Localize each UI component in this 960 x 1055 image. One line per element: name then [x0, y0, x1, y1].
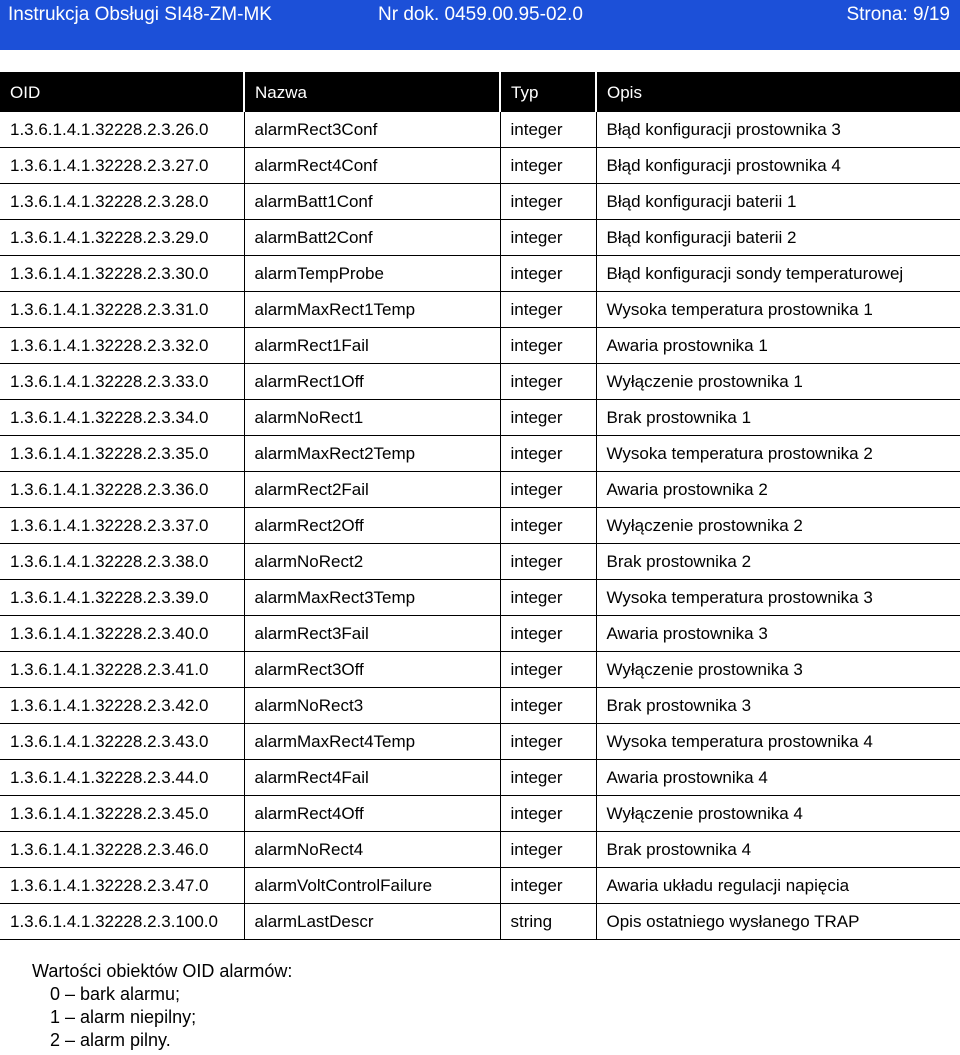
cell-oid: 1.3.6.1.4.1.32228.2.3.43.0 — [0, 724, 244, 760]
cell-oid: 1.3.6.1.4.1.32228.2.3.100.0 — [0, 904, 244, 940]
cell-nazwa: alarmMaxRect3Temp — [244, 580, 500, 616]
cell-typ: integer — [500, 616, 596, 652]
cell-opis: Błąd konfiguracji prostownika 3 — [596, 112, 960, 148]
table-row — [0, 472, 960, 508]
table-row — [0, 544, 960, 580]
cell-opis: Awaria prostownika 1 — [596, 328, 960, 364]
column-header-nazwa: Nazwa — [244, 73, 500, 112]
table-row — [0, 724, 960, 760]
table-row — [0, 328, 960, 364]
table-row — [0, 220, 960, 256]
cell-oid: 1.3.6.1.4.1.32228.2.3.41.0 — [0, 652, 244, 688]
column-header-opis: Opis — [596, 73, 960, 112]
document-title: Instrukcja Obsługi SI48-ZM-MK — [8, 4, 272, 25]
cell-typ: integer — [500, 112, 596, 148]
cell-opis: Brak prostownika 4 — [596, 832, 960, 868]
cell-typ: integer — [500, 472, 596, 508]
cell-oid: 1.3.6.1.4.1.32228.2.3.40.0 — [0, 616, 244, 652]
cell-typ: integer — [500, 364, 596, 400]
table-row — [0, 148, 960, 184]
table-row — [0, 796, 960, 832]
cell-oid: 1.3.6.1.4.1.32228.2.3.36.0 — [0, 472, 244, 508]
cell-oid: 1.3.6.1.4.1.32228.2.3.45.0 — [0, 796, 244, 832]
note-item: 1 – alarm niepilny; — [50, 1007, 197, 1027]
cell-opis: Wysoka temperatura prostownika 1 — [596, 292, 960, 328]
table-row — [0, 580, 960, 616]
table-row — [0, 436, 960, 472]
cell-nazwa: alarmRect1Off — [244, 364, 500, 400]
cell-opis: Wysoka temperatura prostownika 3 — [596, 580, 960, 616]
cell-typ: integer — [500, 256, 596, 292]
alarm-values-note — [32, 960, 292, 1052]
cell-opis: Błąd konfiguracji baterii 2 — [596, 220, 960, 256]
cell-opis: Wyłączenie prostownika 2 — [596, 508, 960, 544]
document-number: Nr dok. 0459.00.95-02.0 — [378, 4, 583, 25]
table-row — [0, 112, 960, 148]
table-body — [0, 112, 960, 940]
cell-oid: 1.3.6.1.4.1.32228.2.3.42.0 — [0, 688, 244, 724]
cell-opis: Awaria prostownika 4 — [596, 760, 960, 796]
cell-opis: Wysoka temperatura prostownika 2 — [596, 436, 960, 472]
cell-oid: 1.3.6.1.4.1.32228.2.3.38.0 — [0, 544, 244, 580]
cell-typ: integer — [500, 220, 596, 256]
cell-nazwa: alarmTempProbe — [244, 256, 500, 292]
cell-opis: Awaria układu regulacji napięcia — [596, 868, 960, 904]
cell-typ: integer — [500, 724, 596, 760]
oid-table — [0, 72, 960, 940]
table-row — [0, 616, 960, 652]
column-header-oid: OID — [0, 73, 244, 112]
cell-oid: 1.3.6.1.4.1.32228.2.3.30.0 — [0, 256, 244, 292]
cell-opis: Wyłączenie prostownika 4 — [596, 796, 960, 832]
note-item: 2 – alarm pilny. — [50, 1030, 171, 1050]
cell-typ: integer — [500, 436, 596, 472]
cell-nazwa: alarmRect2Fail — [244, 472, 500, 508]
cell-opis: Brak prostownika 2 — [596, 544, 960, 580]
cell-oid: 1.3.6.1.4.1.32228.2.3.26.0 — [0, 112, 244, 148]
table-row — [0, 184, 960, 220]
cell-opis: Błąd konfiguracji prostownika 4 — [596, 148, 960, 184]
cell-oid: 1.3.6.1.4.1.32228.2.3.39.0 — [0, 580, 244, 616]
column-header-typ: Typ — [500, 73, 596, 112]
cell-typ: integer — [500, 652, 596, 688]
cell-oid: 1.3.6.1.4.1.32228.2.3.29.0 — [0, 220, 244, 256]
cell-nazwa: alarmBatt2Conf — [244, 220, 500, 256]
cell-typ: integer — [500, 760, 596, 796]
cell-typ: integer — [500, 868, 596, 904]
cell-opis: Awaria prostownika 2 — [596, 472, 960, 508]
cell-typ: integer — [500, 580, 596, 616]
cell-typ: integer — [500, 328, 596, 364]
cell-oid: 1.3.6.1.4.1.32228.2.3.28.0 — [0, 184, 244, 220]
cell-typ: integer — [500, 292, 596, 328]
cell-opis: Wysoka temperatura prostownika 4 — [596, 724, 960, 760]
cell-opis: Opis ostatniego wysłanego TRAP — [596, 904, 960, 940]
cell-nazwa: alarmMaxRect2Temp — [244, 436, 500, 472]
cell-oid: 1.3.6.1.4.1.32228.2.3.35.0 — [0, 436, 244, 472]
cell-typ: string — [500, 904, 596, 940]
table-row — [0, 760, 960, 796]
table-header-row — [0, 73, 960, 112]
table-row — [0, 400, 960, 436]
cell-typ: integer — [500, 148, 596, 184]
cell-typ: integer — [500, 400, 596, 436]
cell-nazwa: alarmMaxRect1Temp — [244, 292, 500, 328]
cell-typ: integer — [500, 508, 596, 544]
table-row — [0, 688, 960, 724]
cell-nazwa: alarmBatt1Conf — [244, 184, 500, 220]
document-header — [0, 0, 960, 50]
cell-typ: integer — [500, 688, 596, 724]
table-row — [0, 292, 960, 328]
cell-typ: integer — [500, 832, 596, 868]
cell-opis: Błąd konfiguracji baterii 1 — [596, 184, 960, 220]
note-item: 0 – bark alarmu; — [50, 984, 181, 1004]
cell-nazwa: alarmRect3Conf — [244, 112, 500, 148]
cell-nazwa: alarmNoRect1 — [244, 400, 500, 436]
table-row — [0, 508, 960, 544]
cell-opis: Wyłączenie prostownika 3 — [596, 652, 960, 688]
table-row — [0, 364, 960, 400]
table-row — [0, 256, 960, 292]
note-heading: Wartości obiektów OID alarmów: — [32, 961, 293, 981]
cell-oid: 1.3.6.1.4.1.32228.2.3.27.0 — [0, 148, 244, 184]
cell-nazwa: alarmRect4Off — [244, 796, 500, 832]
cell-nazwa: alarmNoRect3 — [244, 688, 500, 724]
table-row — [0, 652, 960, 688]
cell-oid: 1.3.6.1.4.1.32228.2.3.34.0 — [0, 400, 244, 436]
cell-oid: 1.3.6.1.4.1.32228.2.3.32.0 — [0, 328, 244, 364]
cell-opis: Brak prostownika 1 — [596, 400, 960, 436]
cell-oid: 1.3.6.1.4.1.32228.2.3.31.0 — [0, 292, 244, 328]
cell-typ: integer — [500, 796, 596, 832]
cell-nazwa: alarmRect3Fail — [244, 616, 500, 652]
cell-nazwa: alarmMaxRect4Temp — [244, 724, 500, 760]
table-row — [0, 868, 960, 904]
cell-nazwa: alarmRect4Conf — [244, 148, 500, 184]
cell-nazwa: alarmRect1Fail — [244, 328, 500, 364]
page-indicator: Strona: 9/19 — [846, 4, 950, 25]
cell-nazwa: alarmNoRect4 — [244, 832, 500, 868]
cell-opis: Brak prostownika 3 — [596, 688, 960, 724]
cell-oid: 1.3.6.1.4.1.32228.2.3.37.0 — [0, 508, 244, 544]
cell-opis: Wyłączenie prostownika 1 — [596, 364, 960, 400]
cell-oid: 1.3.6.1.4.1.32228.2.3.47.0 — [0, 868, 244, 904]
cell-nazwa: alarmLastDescr — [244, 904, 500, 940]
cell-nazwa: alarmRect4Fail — [244, 760, 500, 796]
cell-oid: 1.3.6.1.4.1.32228.2.3.46.0 — [0, 832, 244, 868]
cell-nazwa: alarmRect2Off — [244, 508, 500, 544]
cell-opis: Błąd konfiguracji sondy temperaturowej — [596, 256, 960, 292]
cell-nazwa: alarmVoltControlFailure — [244, 868, 500, 904]
cell-typ: integer — [500, 544, 596, 580]
cell-nazwa: alarmRect3Off — [244, 652, 500, 688]
cell-oid: 1.3.6.1.4.1.32228.2.3.44.0 — [0, 760, 244, 796]
cell-nazwa: alarmNoRect2 — [244, 544, 500, 580]
cell-typ: integer — [500, 184, 596, 220]
table-row — [0, 832, 960, 868]
table-row — [0, 904, 960, 940]
cell-opis: Awaria prostownika 3 — [596, 616, 960, 652]
cell-oid: 1.3.6.1.4.1.32228.2.3.33.0 — [0, 364, 244, 400]
